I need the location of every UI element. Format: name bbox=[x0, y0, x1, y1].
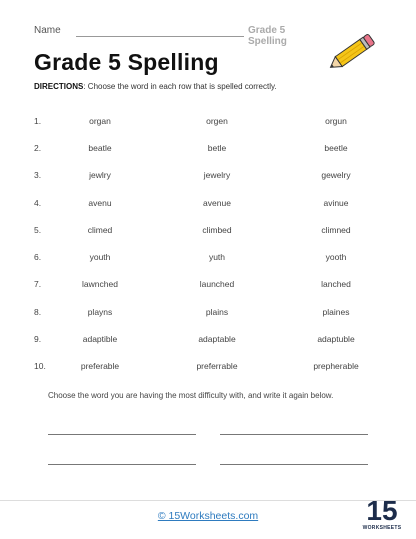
word-row bbox=[0, 252, 416, 268]
word-row bbox=[0, 334, 416, 350]
word-choice[interactable]: lawnched bbox=[82, 279, 118, 289]
row-number: 8. bbox=[34, 307, 42, 317]
word-row bbox=[0, 361, 416, 377]
logo-text: WORKSHEETS bbox=[362, 525, 402, 531]
worksheets-logo-icon bbox=[362, 492, 402, 532]
name-line[interactable] bbox=[76, 36, 244, 37]
word-choice[interactable]: plaines bbox=[322, 307, 350, 317]
copyright-link[interactable]: © 15Worksheets.com bbox=[157, 510, 259, 522]
word-row bbox=[0, 279, 416, 295]
row-number: 5. bbox=[34, 225, 42, 235]
directions-text: : Choose the word in each row that is spelled correctly. bbox=[83, 82, 277, 91]
word-choice[interactable]: climned bbox=[321, 225, 351, 235]
row-number: 10. bbox=[34, 361, 46, 371]
word-choice[interactable]: youth bbox=[89, 252, 111, 262]
pencil-icon bbox=[322, 30, 380, 76]
rewrite-prompt: Choose the word you are having the most difficulty with, and write it again below. bbox=[48, 391, 334, 400]
word-choice[interactable]: jewlry bbox=[89, 170, 111, 180]
word-choice[interactable]: launched bbox=[199, 279, 235, 289]
row-number: 4. bbox=[34, 198, 42, 208]
word-choice[interactable]: beetle bbox=[324, 143, 348, 153]
row-number: 3. bbox=[34, 170, 42, 180]
word-choice[interactable]: organ bbox=[89, 116, 111, 126]
row-number: 7. bbox=[34, 279, 42, 289]
word-choice[interactable]: lanched bbox=[321, 279, 351, 289]
word-choice[interactable]: climed bbox=[87, 225, 113, 235]
word-choice[interactable]: adaptuble bbox=[317, 334, 355, 344]
directions bbox=[34, 82, 277, 91]
word-choice[interactable]: beatle bbox=[88, 143, 112, 153]
answer-line[interactable] bbox=[48, 464, 196, 465]
name-label: Name bbox=[34, 25, 61, 36]
word-choice[interactable]: adaptible bbox=[82, 334, 118, 344]
name-row bbox=[34, 25, 304, 47]
answer-line[interactable] bbox=[220, 464, 368, 465]
word-choice[interactable]: orgen bbox=[206, 116, 228, 126]
word-row bbox=[0, 116, 416, 132]
word-choice[interactable]: adaptable bbox=[198, 334, 236, 344]
answer-line[interactable] bbox=[48, 434, 196, 435]
word-choice[interactable]: prepherable bbox=[313, 361, 359, 371]
word-choice[interactable]: plains bbox=[205, 307, 229, 317]
word-row bbox=[0, 143, 416, 159]
word-row bbox=[0, 170, 416, 186]
word-row bbox=[0, 225, 416, 241]
word-choice[interactable]: gewelry bbox=[321, 170, 351, 180]
word-choice[interactable]: yuth bbox=[208, 252, 226, 262]
word-choice[interactable]: avinue bbox=[323, 198, 349, 208]
word-choice[interactable]: preferable bbox=[80, 361, 120, 371]
page-title: Grade 5 Spelling bbox=[34, 49, 219, 75]
word-choice[interactable]: orgun bbox=[325, 116, 347, 126]
row-number: 1. bbox=[34, 116, 42, 126]
word-choice[interactable]: climbed bbox=[202, 225, 232, 235]
row-number: 6. bbox=[34, 252, 42, 262]
word-choice[interactable]: avenue bbox=[203, 198, 231, 208]
word-choice[interactable]: avenu bbox=[88, 198, 112, 208]
worksheet-title: Grade 5 Spelling bbox=[248, 25, 287, 47]
row-number: 2. bbox=[34, 143, 42, 153]
directions-label: DIRECTIONS bbox=[34, 82, 84, 91]
word-row bbox=[0, 198, 416, 214]
word-choice[interactable]: yooth bbox=[325, 252, 347, 262]
word-choice[interactable]: jewelry bbox=[203, 170, 231, 180]
word-row bbox=[0, 307, 416, 323]
word-choice[interactable]: betle bbox=[207, 143, 227, 153]
logo-number: 15 bbox=[366, 495, 398, 526]
word-choice[interactable]: preferrable bbox=[196, 361, 238, 371]
footer-divider bbox=[0, 500, 416, 501]
word-choice[interactable]: playns bbox=[87, 307, 113, 317]
row-number: 9. bbox=[34, 334, 42, 344]
answer-line[interactable] bbox=[220, 434, 368, 435]
footer bbox=[0, 494, 416, 524]
